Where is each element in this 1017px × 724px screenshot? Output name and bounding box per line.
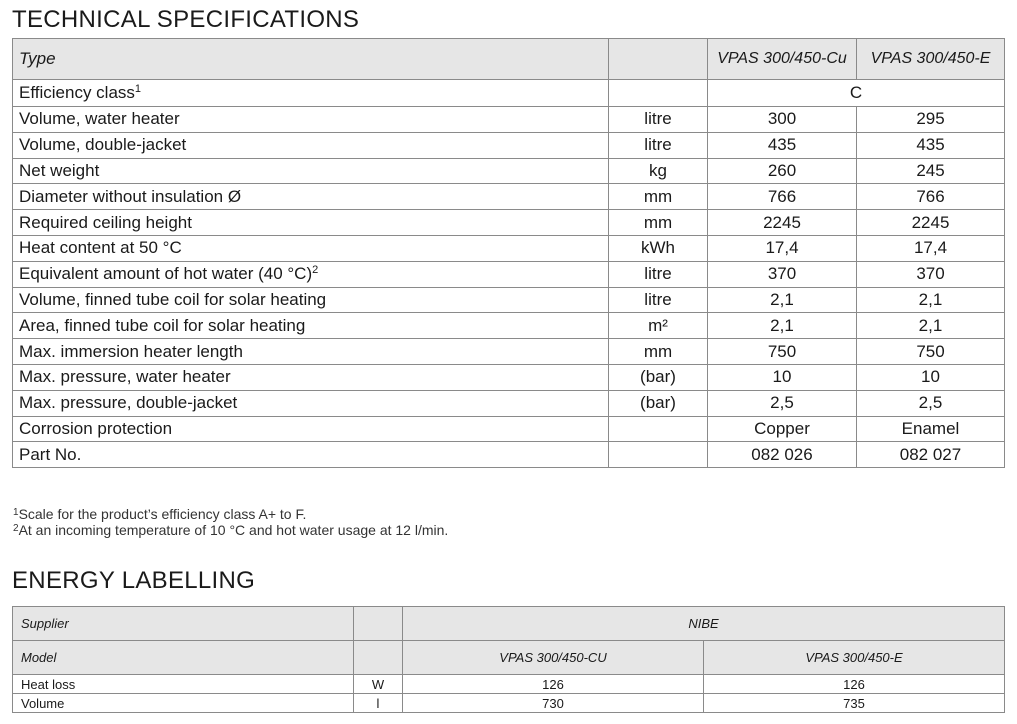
energy-unit: W (354, 675, 403, 694)
spec-value-b: 2,5 (857, 390, 1005, 416)
energy-value-a: 126 (403, 675, 704, 694)
spec-label: Diameter without insulation Ø (13, 184, 609, 210)
spec-value-a: 766 (708, 184, 857, 210)
spec-value-b: 082 027 (857, 442, 1005, 468)
spec-unit: litre (609, 132, 708, 158)
spec-value-b: 435 (857, 132, 1005, 158)
spec-label: Volume, double-jacket (13, 132, 609, 158)
spec-value-a: 750 (708, 339, 857, 365)
table-row (13, 235, 1005, 261)
spec-value-a: 435 (708, 132, 857, 158)
spec-label: Part No. (13, 442, 609, 468)
spec-value-b: 245 (857, 158, 1005, 184)
table-row (13, 339, 1005, 365)
table-row (13, 694, 1005, 713)
table-row (13, 184, 1005, 210)
energy-value-b: 126 (704, 675, 1005, 694)
footnote-1: $^1$Scale for the product’s efficiency class A+ to F. (13, 506, 307, 522)
model-label: Model (13, 641, 354, 675)
energy-labelling-table (12, 606, 1005, 713)
spec-value-b: 10 (857, 364, 1005, 390)
spec-label: Corrosion protection (13, 416, 609, 442)
spec-value-b: Enamel (857, 416, 1005, 442)
technical-specifications-title: TECHNICAL SPECIFICATIONS (12, 6, 360, 33)
energy-value-b: 735 (704, 694, 1005, 713)
supplier-unit (354, 607, 403, 641)
spec-unit: litre (609, 287, 708, 313)
spec-value-a: 2,1 (708, 287, 857, 313)
efficiency-class-label: Efficiency class$^1$ (13, 80, 609, 107)
spec-value-b: 2245 (857, 210, 1005, 236)
spec-label: Area, finned tube coil for solar heating (13, 313, 609, 339)
spec-unit (609, 416, 708, 442)
spec-label: Heat content at 50 °C (13, 235, 609, 261)
spec-header-type: Type (13, 39, 609, 80)
spec-value-a: 082 026 (708, 442, 857, 468)
spec-unit: (bar) (609, 364, 708, 390)
spec-value-a: 2,5 (708, 390, 857, 416)
spec-value-a: 370 (708, 261, 857, 287)
supplier-row (13, 607, 1005, 641)
technical-specifications-table (12, 38, 1005, 468)
spec-header-model-b: VPAS 300/450-E (857, 39, 1005, 80)
spec-value-a: 2245 (708, 210, 857, 236)
table-row (13, 390, 1005, 416)
spec-unit (609, 442, 708, 468)
efficiency-unit (609, 80, 708, 107)
table-row (13, 416, 1005, 442)
table-row (13, 287, 1005, 313)
spec-row-efficiency (13, 80, 1005, 107)
energy-label: Heat loss (13, 675, 354, 694)
spec-value-b: 370 (857, 261, 1005, 287)
spec-header-unit (609, 39, 708, 80)
spec-unit: mm (609, 339, 708, 365)
spec-unit: kg (609, 158, 708, 184)
spec-value-a: 2,1 (708, 313, 857, 339)
spec-value-b: 750 (857, 339, 1005, 365)
spec-value-a: Copper (708, 416, 857, 442)
spec-unit: mm (609, 184, 708, 210)
spec-label: Equivalent amount of hot water (40 °C)$^2$ (13, 261, 609, 287)
energy-unit: l (354, 694, 403, 713)
model-a: VPAS 300/450-CU (403, 641, 704, 675)
spec-value-b: 2,1 (857, 313, 1005, 339)
table-row (13, 132, 1005, 158)
table-row (13, 675, 1005, 694)
energy-labelling-title: ENERGY LABELLING (12, 567, 256, 594)
spec-label: Max. pressure, double-jacket (13, 390, 609, 416)
spec-value-b: 295 (857, 107, 1005, 133)
table-row (13, 261, 1005, 287)
spec-header-model-a: VPAS 300/450-Cu (708, 39, 857, 80)
spec-value-a: 260 (708, 158, 857, 184)
model-unit (354, 641, 403, 675)
table-row (13, 210, 1005, 236)
spec-unit: litre (609, 261, 708, 287)
model-row (13, 641, 1005, 675)
spec-value-b: 17,4 (857, 235, 1005, 261)
spec-unit: kWh (609, 235, 708, 261)
spec-label: Required ceiling height (13, 210, 609, 236)
spec-value-a: 17,4 (708, 235, 857, 261)
supplier-label: Supplier (13, 607, 354, 641)
footnote-marker: 1 (134, 83, 142, 95)
table-row (13, 442, 1005, 468)
spec-unit: (bar) (609, 390, 708, 416)
spec-unit: litre (609, 107, 708, 133)
table-row (13, 364, 1005, 390)
supplier-value: NIBE (403, 607, 1005, 641)
energy-value-a: 730 (403, 694, 704, 713)
model-b: VPAS 300/450-E (704, 641, 1005, 675)
table-row (13, 158, 1005, 184)
spec-value-b: 2,1 (857, 287, 1005, 313)
spec-unit: m² (609, 313, 708, 339)
spec-unit: mm (609, 210, 708, 236)
spec-value-a: 300 (708, 107, 857, 133)
footnote-2: $^2$At an incoming temperature of 10 °C and hot water usage at 12 l/min. (13, 522, 449, 538)
spec-header-row (13, 39, 1005, 80)
spec-value-b: 766 (857, 184, 1005, 210)
energy-label: Volume (13, 694, 354, 713)
spec-label: Volume, finned tube coil for solar heating (13, 287, 609, 313)
table-row (13, 107, 1005, 133)
table-row (13, 313, 1005, 339)
spec-label: Volume, water heater (13, 107, 609, 133)
spec-label: Net weight (13, 158, 609, 184)
footnote-marker: 2 (312, 264, 319, 277)
spec-label: Max. immersion heater length (13, 339, 609, 365)
spec-label: Max. pressure, water heater (13, 364, 609, 390)
efficiency-class-value: C (708, 80, 1005, 107)
spec-value-a: 10 (708, 364, 857, 390)
